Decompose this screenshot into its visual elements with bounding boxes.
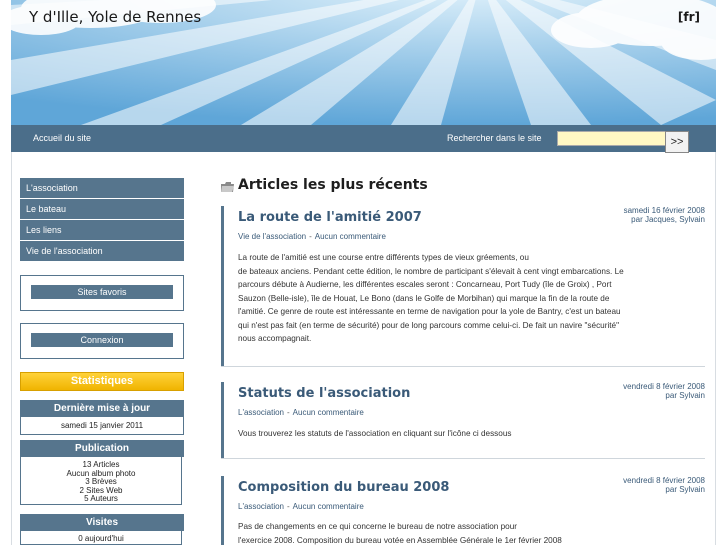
article-card [221,206,705,366]
article-body-line: Pas de changements en ce qui concerne le bureau de notre association pour [238,520,708,534]
article-body-line: Sauzon (Belle-isle), île de Houat, Le Bono (dans le Golfe de Morbihan) qui marque la fin de la route de [238,292,708,306]
last-update-title: Dernière mise à jour [20,400,184,417]
article-rubric-link[interactable]: Vie de l'association [238,232,306,241]
article-rubric-link[interactable]: L'association [238,408,284,417]
visits-title: Visites [20,514,184,531]
header-banner [11,0,716,125]
article-body [238,251,708,346]
article-card [221,476,705,545]
last-update-value: samedi 15 janvier 2011 [61,421,143,430]
article-body-line: de bateaux anciens. Pendant cette édition, le nombre de participant s'élevait à cent vingt embarcations. Le [238,265,708,279]
login-button[interactable]: Connexion [31,333,173,347]
article-title[interactable]: Statuts de l'association [238,386,410,401]
last-update-box [20,417,184,435]
article-comments-link[interactable]: Aucun commentaire [293,408,364,417]
meta-separator: - [284,502,293,511]
article-body-line: parcours débute à Audierne, les différentes escales seront : Concarneau, Port Tudy (île de Groix) , Port [238,278,708,292]
article-title[interactable]: La route de l'amitié 2007 [238,210,422,225]
article-meta [238,502,364,511]
article-comments-link[interactable]: Aucun commentaire [315,232,386,241]
meta-separator: - [284,408,293,417]
article-date-block [623,382,705,400]
publication-authors: 5 Auteurs [21,495,181,504]
article-date: vendredi 8 février 2008 [623,476,705,485]
search-label: Rechercher dans le site [447,133,542,143]
login-box [20,323,184,359]
article-body-line: l'amitié. Ce genre de route est intéressante en terme de navigation pour la yole de Bantry, c'est un bateau [238,305,708,319]
search-button[interactable]: >> [665,131,689,153]
article-accent-bar [221,476,224,545]
home-link[interactable]: Accueil du site [33,133,91,143]
sidebar-item-liens[interactable]: Les liens [20,220,184,241]
visits-today: 0 aujourd'hui [21,535,181,544]
article-date: samedi 16 février 2008 [624,206,705,215]
page-frame-right [715,152,716,545]
article-body [238,427,708,441]
article-comments-link[interactable]: Aucun commentaire [293,502,364,511]
article-date: vendredi 8 février 2008 [623,382,705,391]
article-meta [238,232,386,241]
publication-articles: 13 Articles [21,461,181,470]
article-body-line: La route de l'amitié est une course entre différents types de vieux gréements, ou [238,251,708,265]
statistics-header: Statistiques [20,372,184,391]
article-card [221,382,705,458]
article-date-block [623,476,705,494]
sidebar-item-bateau[interactable]: Le bateau [20,199,184,220]
article-author: par Sylvain [623,391,705,400]
article-body-line: qui n'est pas fait (en terme de sécurité) pour de long parcours comme celui-ci. De fait un navire "sécurité" [238,319,708,333]
visits-box [20,531,182,545]
publication-title: Publication [20,440,184,457]
publication-box [20,457,182,505]
folder-icon [220,181,235,193]
meta-separator: - [306,232,315,241]
article-date-block [624,206,705,224]
article-body-line: l'exercice 2008. Composition du bureau votée en Assemblée Générale le 1er février 2008 [238,534,708,547]
article-body [238,520,708,547]
article-divider [221,458,705,459]
article-accent-bar [221,206,224,366]
publication-breves: 3 Brèves [21,478,181,487]
publication-albums: Aucun album photo [21,470,181,479]
language-link[interactable]: [fr] [678,10,700,24]
top-navbar [11,125,716,152]
site-title[interactable]: Y d'Ille, Yole de Rennes [29,8,201,26]
article-author: par Jacques, Sylvain [624,215,705,224]
article-title[interactable]: Composition du bureau 2008 [238,480,449,495]
sidebar-menu [20,178,184,262]
article-meta [238,408,364,417]
article-rubric-link[interactable]: L'association [238,502,284,511]
article-body-line: nous accompagnait. [238,332,708,346]
article-body-line: Vous trouverez les statuts de l'association en cliquant sur l'icône ci dessous [238,427,708,441]
publication-sites: 2 Sites Web [21,487,181,496]
search-input[interactable] [557,131,667,146]
favorites-button[interactable]: Sites favoris [31,285,173,299]
article-accent-bar [221,382,224,458]
article-author: par Sylvain [623,485,705,494]
favorites-box [20,275,184,311]
sidebar-item-association[interactable]: L'association [20,178,184,199]
article-divider [221,366,705,367]
section-title: Articles les plus récents [238,177,428,193]
page-frame-left [11,152,12,545]
sidebar-item-vie[interactable]: Vie de l'association [20,241,184,262]
